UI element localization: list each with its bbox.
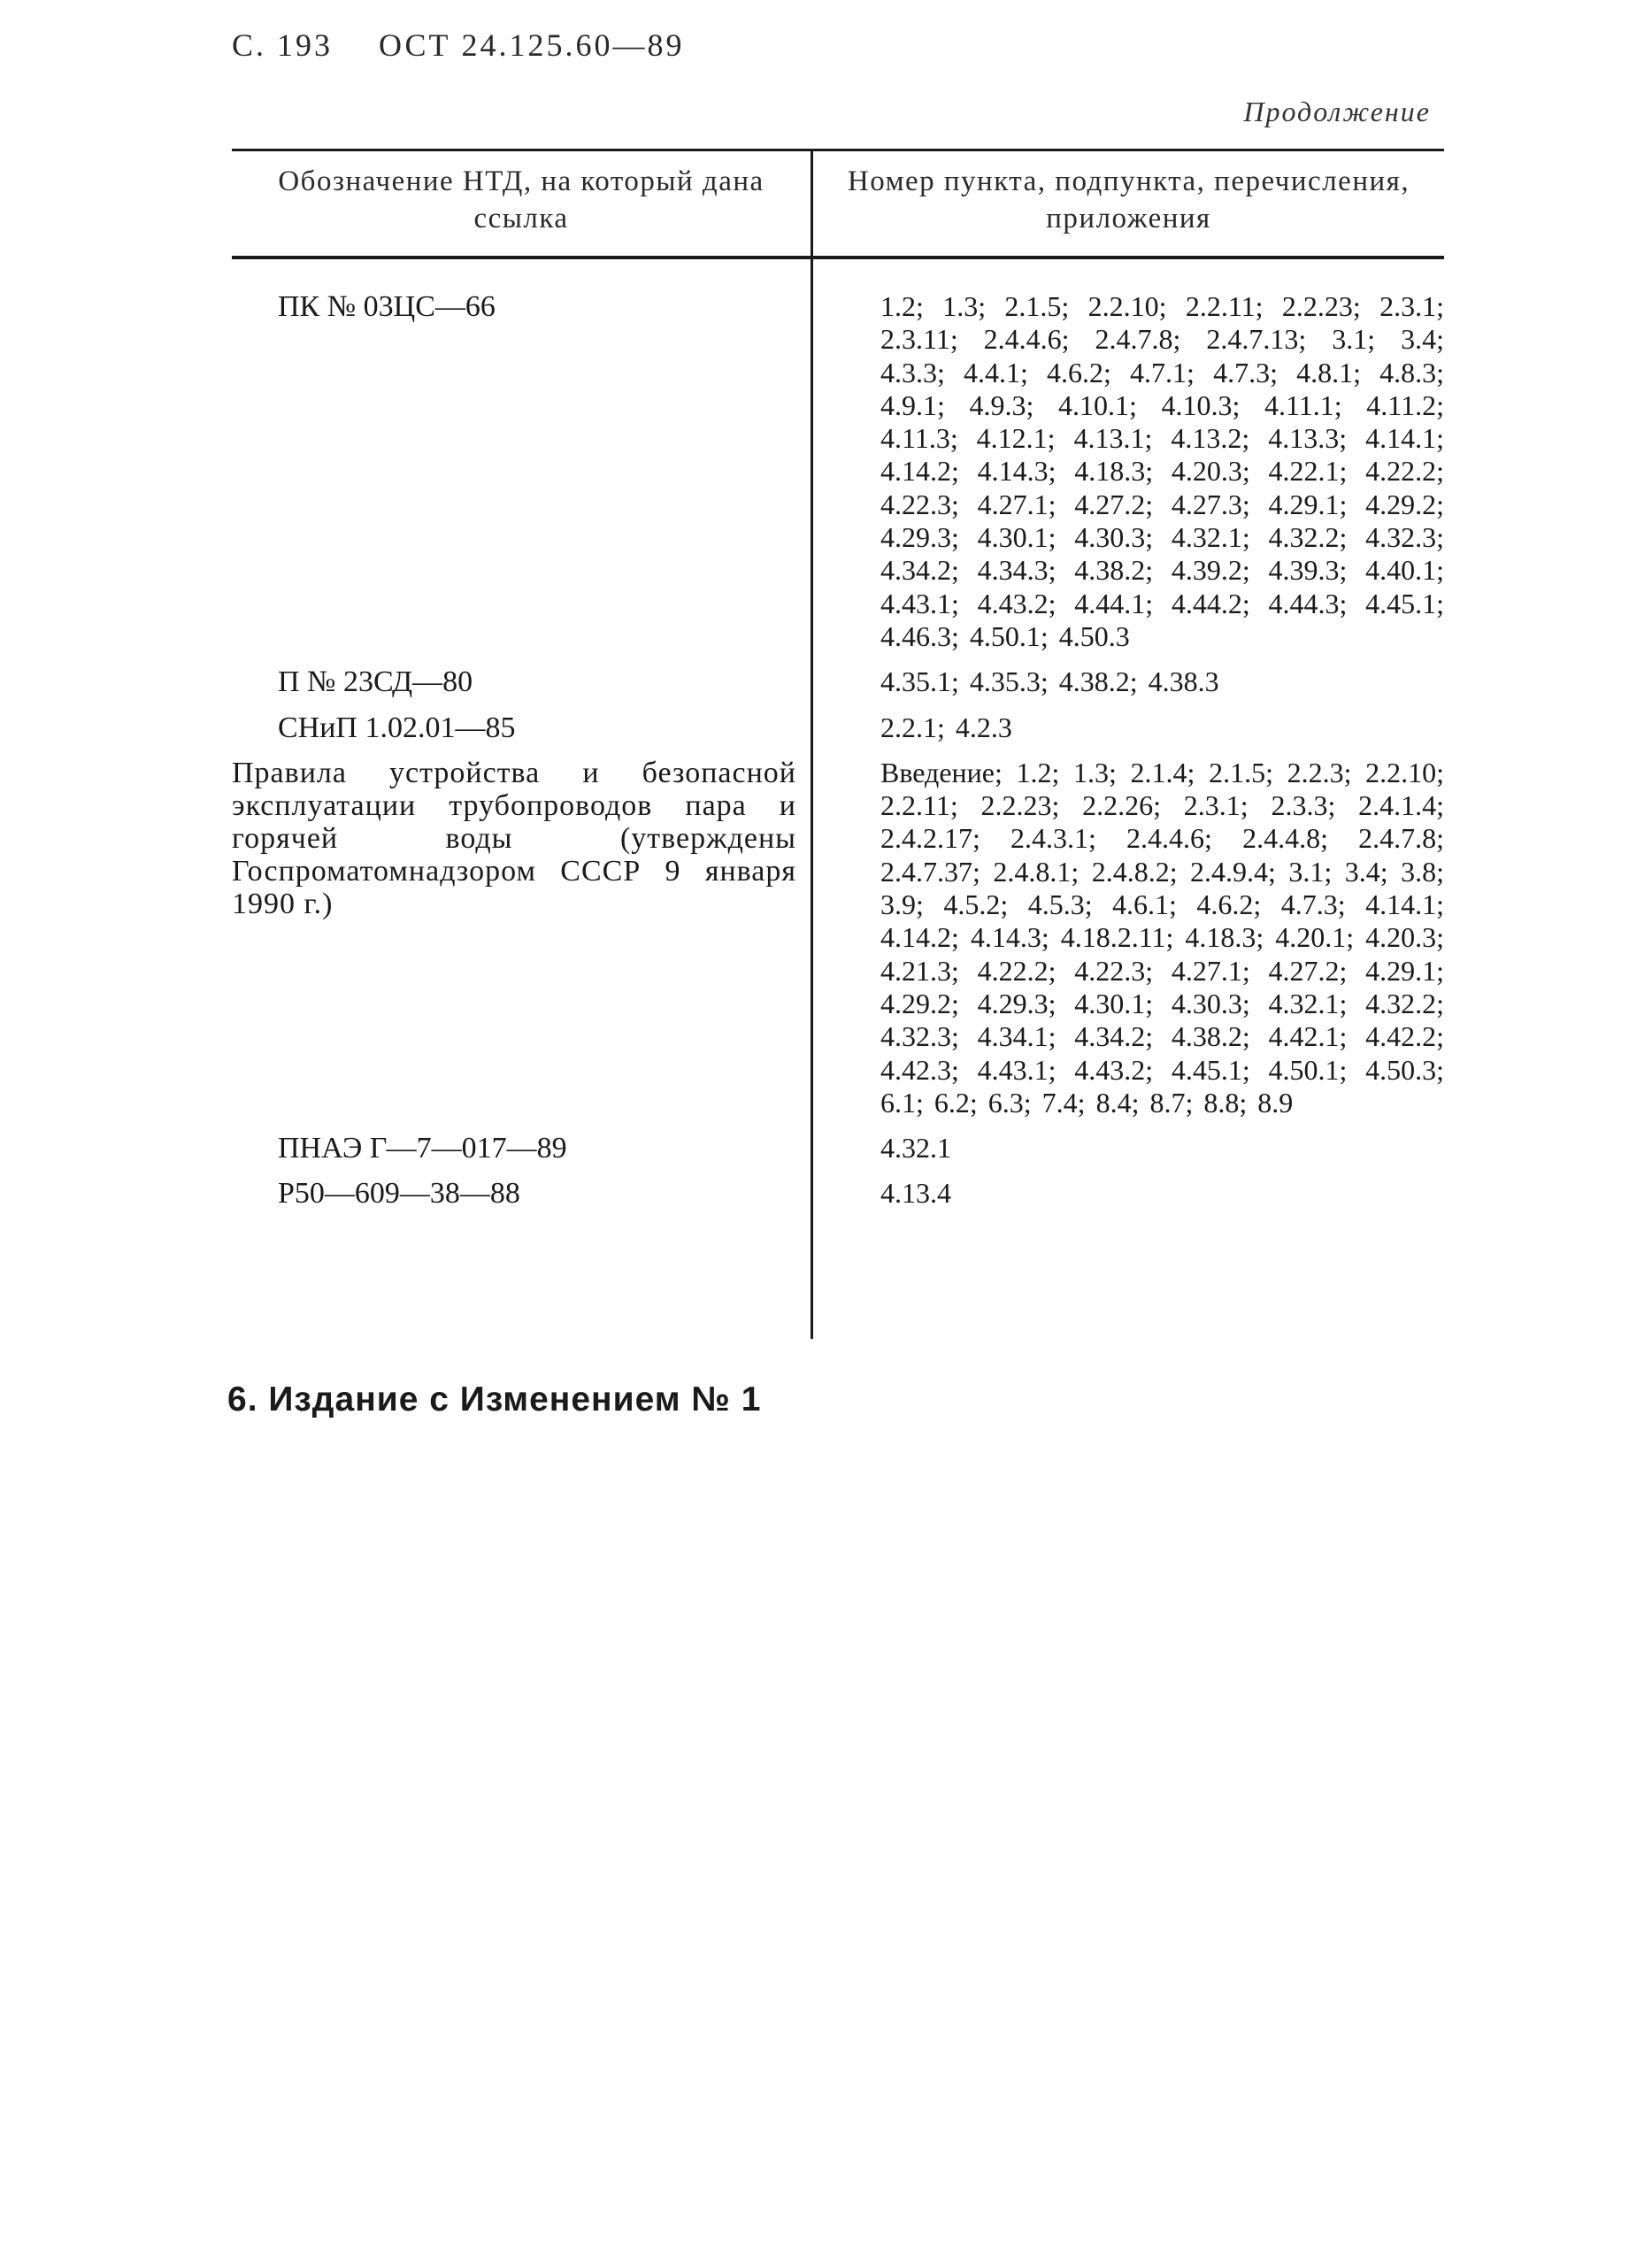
standard-designation: ОСТ 24.125.60—89	[379, 27, 685, 63]
table-top-rule	[232, 149, 1444, 151]
edition-note: 6. Издание с Изменением № 1	[227, 1380, 762, 1419]
reference-cell: ПК № 03ЦС—66	[278, 290, 496, 323]
table-row	[232, 1132, 1444, 1165]
items-cell: 4.13.4	[880, 1177, 951, 1210]
items-cell: 1.2; 1.3; 2.1.5; 2.2.10; 2.2.11; 2.2.23; 2.3.1; 2.3.11; 2.4.4.6; 2.4.7.8; 2.4.7.13; 3.1; 3.4; 4.3.3; 4.4.1; 4.6.2; 4.7.1; 4.7.3; 4.8.1; 4.8.3; 4.9.1; 4.9.3; 4.10.1; 4.10.3; 4.11.1; 4.11.2; 4.11.3; 4.12.1; 4.13.1; 4.13.2; 4.13.3; 4.14.1; 4.14.2; 4.14.3; 4.18.3; 4.20.3; 4.22.1; 4.22.2; 4.22.3; 4.27.1; 4.27.2; 4.27.3; 4.29.1; 4.29.2; 4.29.3; 4.30.1; 4.30.3; 4.32.1; 4.32.2; 4.32.3; 4.34.2; 4.34.3; 4.38.2; 4.39.2; 4.39.3; 4.40.1; 4.43.1; 4.43.2; 4.44.1; 4.44.2; 4.44.3; 4.45.1; 4.46.3; 4.50.1; 4.50.3	[880, 290, 1444, 652]
continuation-label: Продолжение	[1243, 96, 1431, 127]
items-cell: 4.35.1; 4.35.3; 4.38.2; 4.38.3	[880, 665, 1219, 698]
table-row	[232, 757, 1444, 1119]
page-header	[232, 27, 684, 64]
table-row	[232, 665, 1444, 698]
table-row	[232, 290, 1444, 653]
reference-cell: СНиП 1.02.01—85	[278, 711, 516, 744]
reference-cell: ПНАЭ Г—7—017—89	[278, 1132, 567, 1165]
reference-cell: Правила устройства и безопасной эксплуатации трубопроводов пара и горячей воды (утверждены Госпроматомнадзором СССР 9 января 1990 г.)	[232, 756, 796, 920]
reference-cell: Р50—609—38—88	[278, 1177, 520, 1211]
reference-cell: П № 23СД—80	[278, 665, 473, 699]
column-header-items: Номер пункта, подпункта, перечисления, приложения	[847, 165, 1410, 234]
items-cell: 4.32.1	[880, 1132, 951, 1165]
table-row	[232, 1177, 1444, 1210]
table-row	[232, 711, 1444, 744]
items-cell: 2.2.1; 4.2.3	[880, 711, 1012, 743]
table-body	[232, 290, 1444, 1223]
table-header-rule	[232, 256, 1444, 259]
page-number: С. 193	[232, 27, 334, 63]
items-cell: Введение; 1.2; 1.3; 2.1.4; 2.1.5; 2.2.3; 2.2.10; 2.2.11; 2.2.23; 2.2.26; 2.3.1; 2.3.3; 2.4.1.4; 2.4.2.17; 2.4.3.1; 2.4.4.6; 2.4.4.8; 2.4.7.8; 2.4.7.37; 2.4.8.1; 2.4.8.2; 2.4.9.4; 3.1; 3.4; 3.8; 3.9; 4.5.2; 4.5.3; 4.6.1; 4.6.2; 4.7.3; 4.14.1; 4.14.2; 4.14.3; 4.18.2.11; 4.18.3; 4.20.1; 4.20.3; 4.21.3; 4.22.2; 4.22.3; 4.27.1; 4.27.2; 4.29.1; 4.29.2; 4.29.3; 4.30.1; 4.30.3; 4.32.1; 4.32.2; 4.32.3; 4.34.1; 4.34.2; 4.38.2; 4.42.1; 4.42.2; 4.42.3; 4.43.1; 4.43.2; 4.45.1; 4.50.1; 4.50.3; 6.1; 6.2; 6.3; 7.4; 8.4; 8.7; 8.8; 8.9	[880, 756, 1444, 1119]
column-header-reference: Обозначение НТД, на который дана ссылка	[278, 165, 765, 234]
